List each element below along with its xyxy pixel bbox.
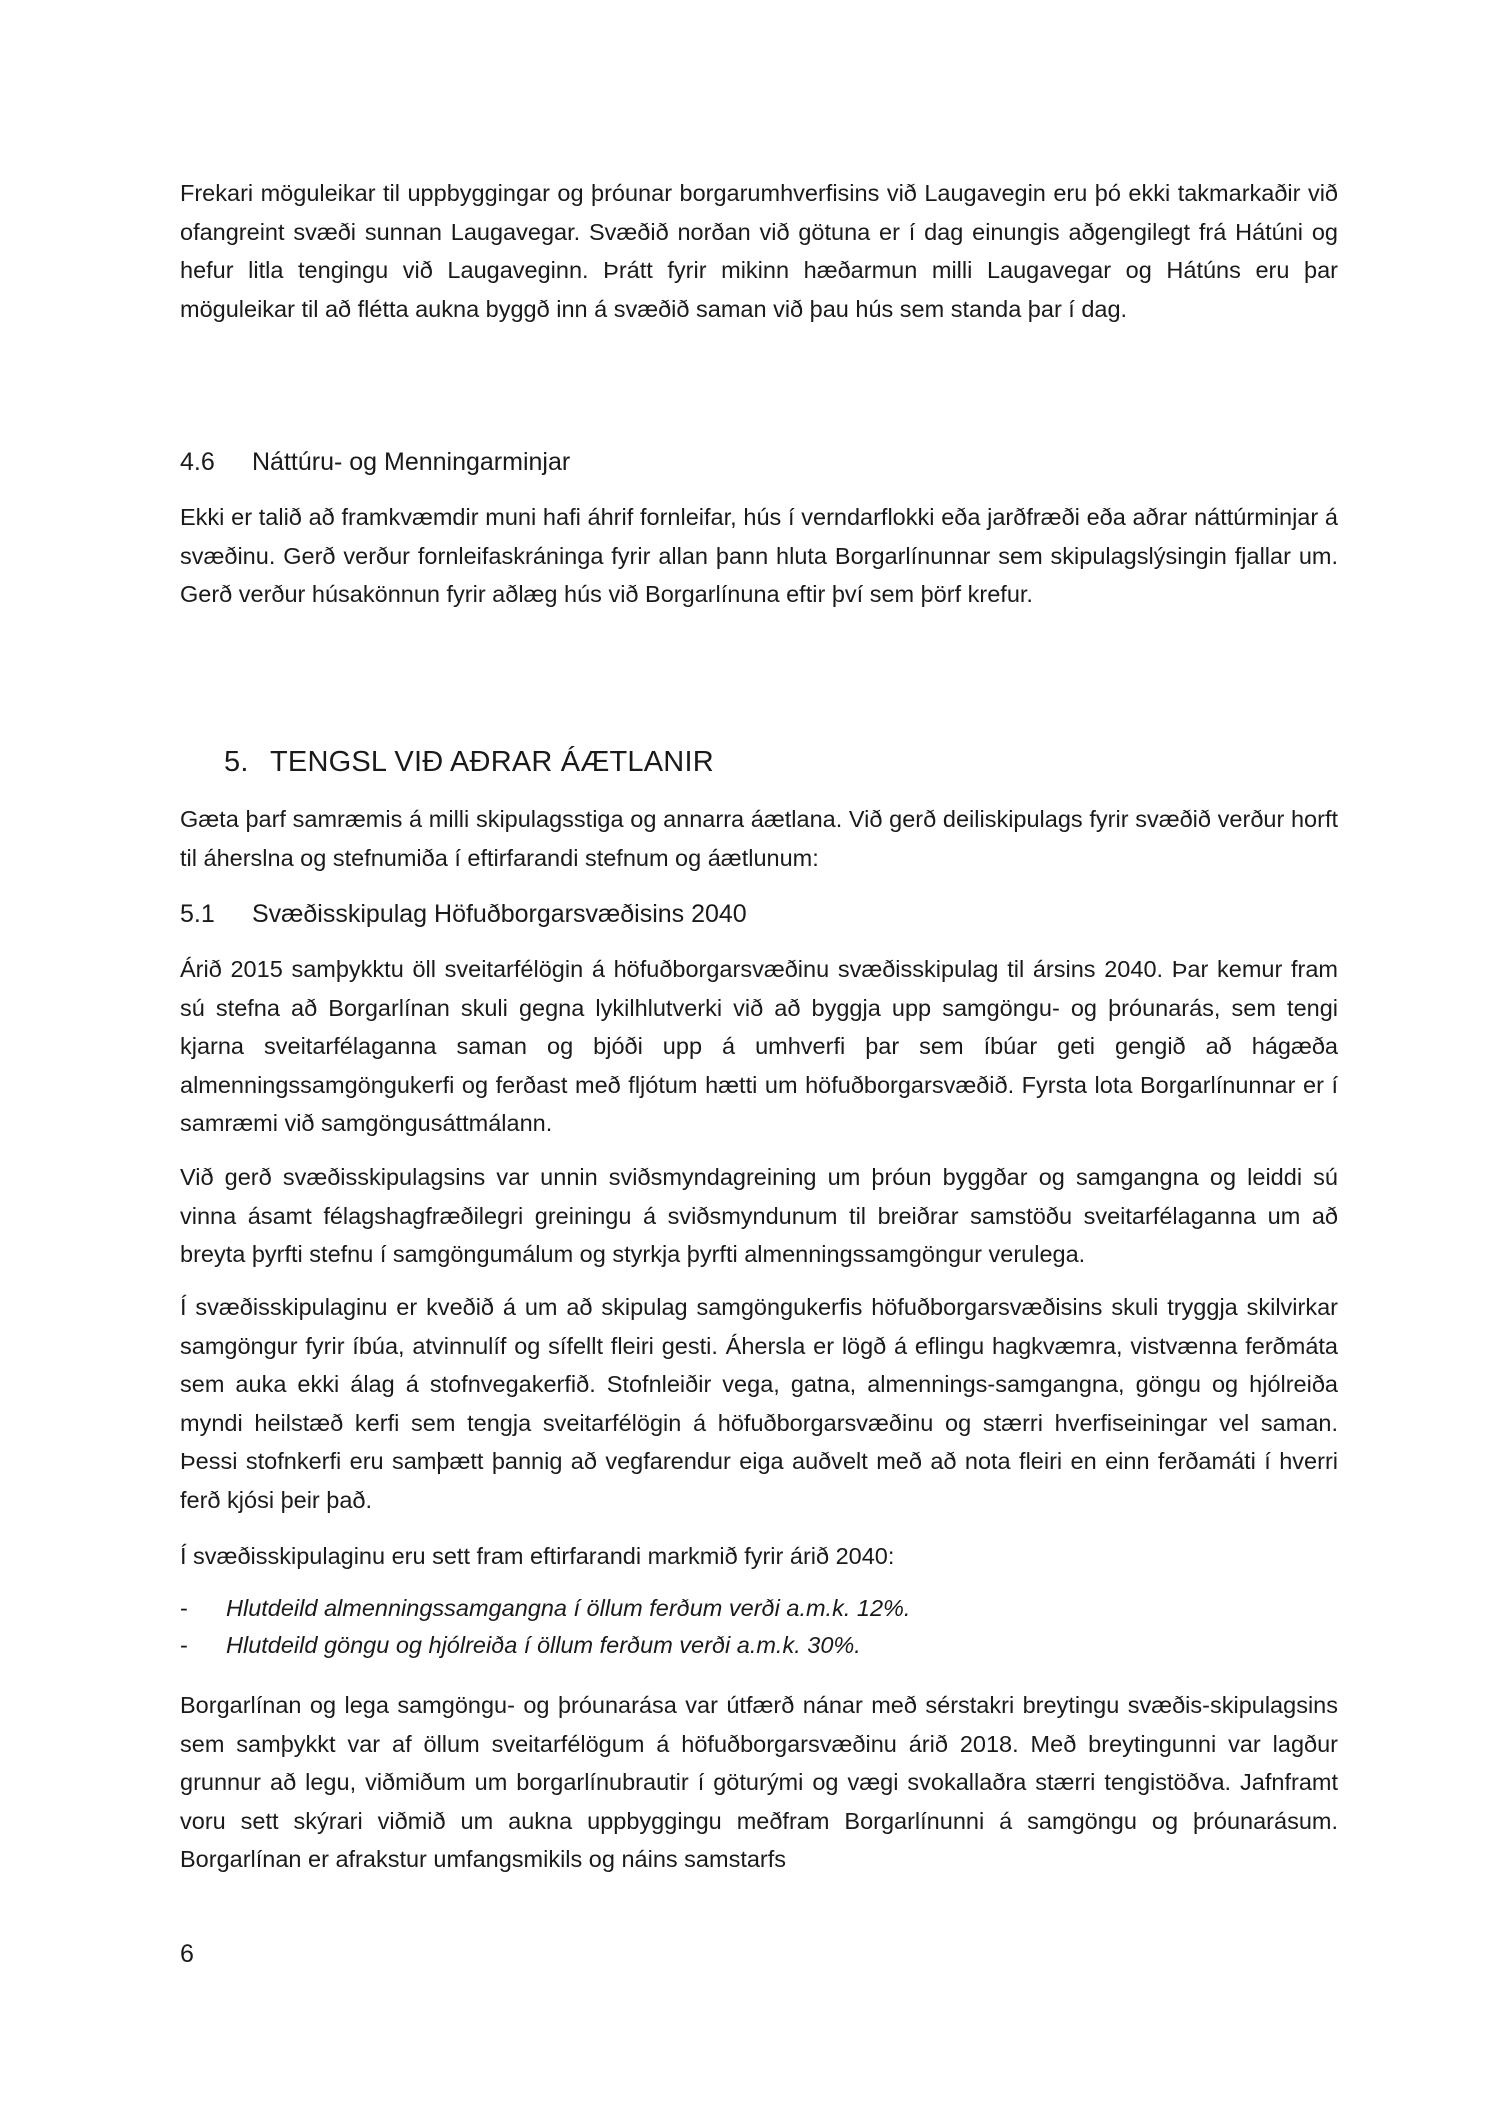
paragraph-svaedis-4: Í svæðisskipulaginu eru sett fram eftirfarandi markmið fyrir árið 2040: [180, 1543, 895, 1569]
list-item [180, 1590, 1338, 1627]
list-item [180, 1627, 1338, 1664]
heading-title: Svæðisskipulag Höfuðborgarsvæðisins 2040 [252, 900, 747, 928]
heading-number: 4.6 [180, 448, 215, 476]
paragraph-svaedis-5: Borgarlínan og lega samgöngu- og þróunarása var útfærð nánar með sérstakri breytingu svæðis-skipulagsins sem samþykkt var af öllum sveitarfélögum á höfuðborgarsvæðinu árið 2018. Með breytingunni var lagður grunnur að legu, viðmiðum um borgarlínubrautir í göturými og vægi svokallaðra stærri tengistöðva. Jafnframt voru sett skýrari viðmið um aukna uppbyggingu meðfram Borgarlínunni á samgöngu og þróunarásum. Borgarlínan er afrakstur umfangsmikils og náins samstarfs [180, 1692, 1338, 1873]
heading-5-1 [180, 900, 747, 929]
goals-list [180, 1590, 1338, 1664]
heading-number: 5. [224, 746, 249, 778]
heading-4-6 [180, 448, 570, 477]
heading-title: Náttúru- og Menningarminjar [252, 448, 571, 476]
paragraph-tengsl: Gæta þarf samræmis á milli skipulagsstiga og annarra áætlana. Við gerð deiliskipulags fyrir svæðið verður horft til áherslna og stefnumiða í eftirfarandi stefnum og áætlunum: [180, 806, 1338, 871]
bullet-dash: - [180, 1595, 188, 1621]
heading-5 [224, 746, 714, 779]
paragraph-svaedis-1: Árið 2015 samþykktu öll sveitarfélögin á höfuðborgarsvæðinu svæðisskipulag til ársins 2040. Þar kemur fram sú stefna að Borgarlínan skuli gegna lykilhlutverki við að byggja upp samgöngu- og þróunarás, sem tengi kjarna sveitarfélaganna saman og bjóði upp á umhverfi þar sem íbúar geti gengið að hágæða almenningssamgöngukerfi og ferðast með fljótum hætti um höfuðborgarsvæðið. Fyrsta lota Borgarlínunnar er í samræmi við samgöngusáttmálann. [180, 956, 1338, 1137]
paragraph-intro: Frekari möguleikar til uppbyggingar og þróunar borgarumhverfisins við Laugavegin eru þó ekki takmarkaðir við ofangreint svæði sunnan Laugavegar. Svæðið norðan við götuna er í dag einungis aðgengilegt frá Hátúni og hefur litla tengingu við Laugaveginn. Þrátt fyrir mikinn hæðarmun milli Laugavegar og Hátúns eru þar möguleikar til að flétta aukna byggð inn á svæðið saman við þau hús sem standa þar í dag. [180, 180, 1338, 322]
heading-title: TENGSL VIÐ AÐRAR ÁÆTLANIR [270, 746, 714, 778]
list-item-text: Hlutdeild göngu og hjólreiða í öllum ferðum verði a.m.k. 30%. [226, 1632, 861, 1658]
list-item-text: Hlutdeild almenningssamgangna í öllum ferðum verði a.m.k. 12%. [226, 1595, 911, 1621]
paragraph-natturuminjar: Ekki er talið að framkvæmdir muni hafi áhrif fornleifar, hús í verndarflokki eða jarðfræði eða aðrar náttúrminjar á svæðinu. Gerð verður fornleifaskráninga fyrir allan þann hluta Borgarlínunnar sem skipulagslýsingin fjallar um. Gerð verður húsakönnun fyrir aðlæg hús við Borgarlínuna eftir því sem þörf krefur. [180, 504, 1338, 608]
heading-number: 5.1 [180, 900, 215, 928]
page-number: 6 [180, 1940, 194, 1968]
bullet-dash: - [180, 1632, 188, 1658]
paragraph-svaedis-2: Við gerð svæðisskipulagsins var unnin sviðsmyndagreining um þróun byggðar og samgangna og leiddi sú vinna ásamt félagshagfræðilegri greiningu á sviðsmyndunum til breiðrar samstöðu sveitarfélaganna um að breyta þyrfti stefnu í samgöngumálum og styrkja þyrfti almenningssamgöngur verulega. [180, 1164, 1338, 1268]
paragraph-svaedis-3: Í svæðisskipulaginu er kveðið á um að skipulag samgöngukerfis höfuðborgarsvæðisins skuli tryggja skilvirkar samgöngur fyrir íbúa, atvinnulíf og sífellt fleiri gesti. Áhersla er lögð á eflingu hagkvæmra, vistvænna ferðmáta sem auka ekki álag á stofnvegakerfið. Stofnleiðir vega, gatna, almennings-samgangna, göngu og hjólreiða myndi heilstæð kerfi sem tengja sveitarfélögin á höfuðborgarsvæðinu og stærri hverfiseiningar vel saman. Þessi stofnkerfi eru samþætt þannig að vegfarendur eiga auðvelt með að nota fleiri en einn ferðamáti í hverri ferð kjósi þeir það. [180, 1294, 1338, 1513]
